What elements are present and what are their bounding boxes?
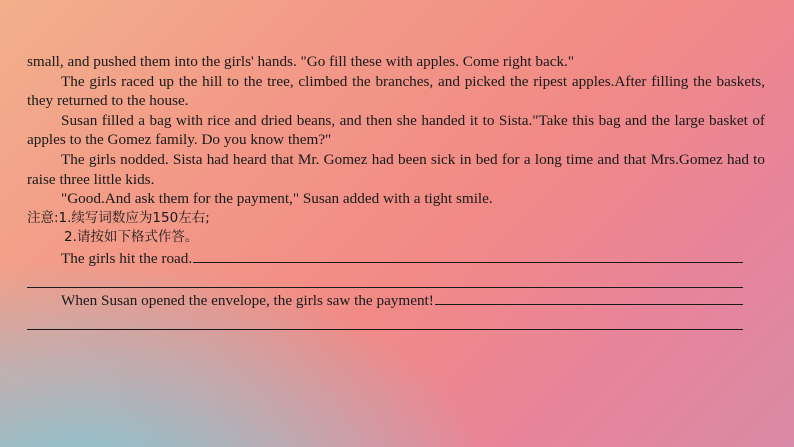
note-format: 2.请按如下格式作答。: [64, 229, 199, 246]
passage-paragraph-2: Susan filled a bag with rice and dried beans, and then she handed it to Sista."Take this bag and the large basket of apples to the Gomez family. Do you know them?": [27, 111, 765, 149]
note-word-count: 注意:1.续写词数应为150左右;: [27, 209, 210, 226]
passage-paragraph-3: The girls nodded. Sista had heard that Mr. Gomez had been sick in bed for a long time and that Mrs.Gomez had to raise three little kids.: [27, 150, 765, 188]
answer-blank-2[interactable]: [435, 290, 743, 305]
answer-line-3[interactable]: [27, 290, 765, 310]
answer-blank-1[interactable]: [193, 248, 743, 263]
passage-line-0: small, and pushed them into the girls' hands. "Go fill these with apples. Come right back.": [27, 53, 575, 70]
passage-text: [27, 52, 765, 330]
answer-line-1[interactable]: [27, 248, 765, 268]
prompt-1-label: The girls hit the road.: [61, 249, 193, 267]
passage-paragraph-1: The girls raced up the hill to the tree, climbed the branches, and picked the ripest apples.After filling the baskets, they returned to the house.: [27, 72, 765, 110]
prompt-2-label: When Susan opened the envelope, the girls saw the payment!: [61, 291, 434, 309]
answer-line-2[interactable]: [27, 268, 743, 288]
passage-paragraph-4: "Good.And ask them for the payment," Susan added with a tight smile.: [61, 190, 493, 208]
answer-line-4[interactable]: [27, 310, 743, 330]
